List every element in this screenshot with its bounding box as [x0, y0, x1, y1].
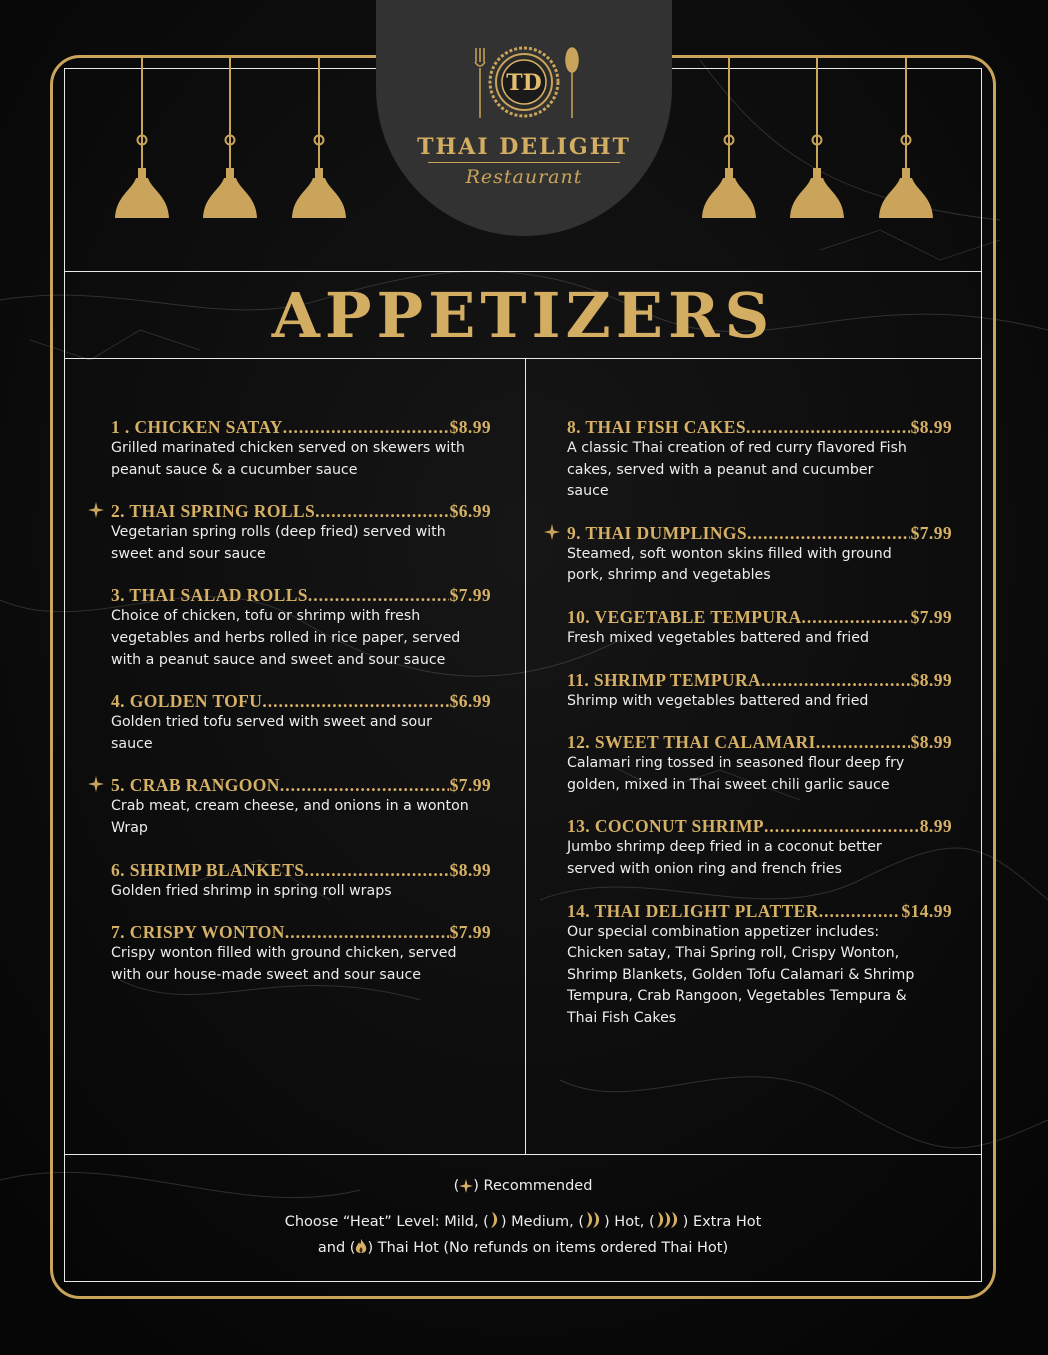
- menu-item: [567, 731, 952, 796]
- menu-item: [567, 606, 952, 650]
- menu-item-description: [111, 438, 491, 481]
- menu-item-description: [111, 606, 491, 671]
- description-line: Steamed, soft wonton skins filled with ground: [567, 545, 892, 562]
- recommended-star-icon: [544, 524, 560, 540]
- menu-item-header: [111, 416, 491, 438]
- description-line: Calamari ring tossed in seasoned flour deep fry: [567, 755, 905, 772]
- menu-item-description: [111, 712, 491, 755]
- menu-item-name: 7. CRISPY WONTON: [111, 922, 285, 943]
- description-line: A classic Thai creation of red curry flavored Fish: [567, 440, 907, 456]
- flame-icon: [355, 1239, 367, 1255]
- description-line: Grilled marinated chicken served on skewers with: [111, 440, 465, 456]
- menu-item-description: [567, 628, 952, 650]
- description-line: served with onion ring and french fries: [567, 860, 842, 877]
- menu-item-description: [567, 837, 952, 880]
- section-title: APPETIZERS: [271, 279, 775, 352]
- menu-item-header: [567, 669, 952, 691]
- menu-item-header: [567, 416, 952, 438]
- description-line: Tempura, Crab Rangoon, Vegetables Tempura &: [567, 988, 907, 1005]
- legend-thai-hot: and ( ) Thai Hot (No refunds on items ordered Thai Hot): [317, 1240, 729, 1256]
- menu-item-header: [111, 921, 491, 943]
- menu-item-header: [567, 731, 952, 753]
- description-line: Crispy wonton filled with ground chicken, served: [111, 945, 457, 962]
- menu-item-name: 10. VEGETABLE TEMPURA: [567, 606, 802, 627]
- description-line: peanut sauce & a cucumber sauce: [111, 461, 358, 478]
- menu-item-header: [567, 606, 952, 628]
- menu-item-header: [111, 690, 491, 712]
- menu-item-price: $8.99: [910, 669, 952, 690]
- description-line: golden, mixed in Thai sweet chili garlic sauce: [567, 776, 890, 793]
- menu-column-left: [111, 416, 491, 1005]
- description-line: Vegetarian spring rolls (deep fried) served with: [111, 524, 446, 541]
- description-line: Golden fried shrimp in spring roll wraps: [111, 882, 392, 899]
- menu-item: [567, 522, 952, 587]
- menu-item: [111, 921, 491, 986]
- menu-item-name: 2. THAI SPRING ROLLS: [111, 501, 316, 522]
- menu-item-price: $14.99: [901, 900, 952, 921]
- menu-item-header: [111, 584, 491, 606]
- hot-label: Hot,: [614, 1214, 645, 1230]
- chili-hot-icon: [655, 1211, 683, 1229]
- menu-item: [567, 416, 952, 503]
- menu-item-header: [567, 522, 952, 544]
- menu-item-price: $8.99: [449, 859, 491, 880]
- menu-item-header: [111, 859, 491, 881]
- description-line: with our house-made sweet and sour sauce: [111, 966, 422, 983]
- menu-item: [111, 859, 491, 903]
- medium-label: Medium,: [511, 1214, 574, 1230]
- menu-item-description: [567, 753, 952, 796]
- description-line: cakes, served with a peanut and cucumber: [567, 461, 874, 478]
- menu-item-price: $8.99: [910, 732, 952, 753]
- dot-leader: [747, 522, 910, 544]
- restaurant-logo-emblem: [466, 40, 582, 126]
- menu-item-header: [567, 815, 952, 837]
- menu-item-name: 1 . CHICKEN SATAY: [111, 417, 283, 437]
- menu-item-description: [567, 438, 952, 503]
- menu-item-name: 14. THAI DELIGHT PLATTER: [567, 900, 819, 921]
- description-line: Golden tried tofu served with sweet and sour: [111, 714, 432, 731]
- menu-item: [111, 584, 491, 671]
- dot-leader: [280, 774, 449, 796]
- description-line: Jumbo shrimp deep fried in a coconut better: [567, 839, 882, 856]
- dot-leader: [816, 731, 910, 753]
- menu-item-price: $7.99: [910, 522, 952, 543]
- title-divider: [64, 358, 982, 359]
- description-line: with a peanut sauce and sweet and sour sauce: [111, 651, 446, 668]
- menu-item-name: 11. SHRIMP TEMPURA: [567, 669, 762, 690]
- description-line: Thai Fish Cakes: [567, 1009, 677, 1026]
- menu-item-price: $7.99: [449, 775, 491, 796]
- brand-name: THAI DELIGHT: [417, 134, 631, 160]
- menu-item: [567, 900, 952, 1030]
- menu-item-header: [111, 774, 491, 796]
- footer-divider: [64, 1154, 982, 1155]
- menu-item-description: [111, 881, 491, 903]
- description-line: Crab meat, cream cheese, and onions in a wonton: [111, 798, 469, 815]
- description-line: vegetables and herbs rolled in rice paper, served: [111, 629, 461, 646]
- menu-item: [567, 815, 952, 880]
- description-line: sweet and sour sauce: [111, 545, 266, 562]
- description-line: sauce: [111, 735, 153, 752]
- menu-item-price: $7.99: [449, 922, 491, 943]
- description-line: Fresh mixed vegetables battered and fried: [567, 629, 869, 646]
- dot-leader: [315, 500, 449, 522]
- description-line: Chicken satay, Thai Spring roll, Crispy Wonton,: [567, 945, 900, 962]
- menu-item-header: [111, 500, 491, 522]
- recommended-star-icon: [88, 502, 104, 518]
- menu-item-name: 4. GOLDEN TOFU: [111, 691, 263, 712]
- menu-item-price: $8.99: [910, 417, 952, 437]
- description-line: sauce: [567, 483, 609, 500]
- recommended-label: Recommended: [483, 1178, 593, 1194]
- menu-item-name: 5. CRAB RANGOON: [111, 775, 280, 796]
- menu-item: [111, 774, 491, 839]
- thai-hot-label: Thai Hot (No refunds on items ordered Thai Hot): [377, 1240, 729, 1256]
- dot-leader: [761, 669, 910, 691]
- description-line: pork, shrimp and vegetables: [567, 567, 771, 584]
- star-icon: [459, 1179, 473, 1193]
- header-divider: [64, 271, 982, 272]
- and-label: and: [317, 1240, 346, 1256]
- brand-subtitle: Restaurant: [465, 166, 583, 188]
- menu-item: [111, 416, 491, 481]
- description-line: Shrimp with vegetables battered and fried: [567, 692, 869, 709]
- extra-hot-label: Extra Hot: [692, 1214, 762, 1230]
- menu-item-description: [111, 943, 491, 986]
- menu-column-right: [567, 416, 952, 1049]
- description-line: Wrap: [111, 819, 148, 836]
- menu-item-price: $6.99: [449, 501, 491, 522]
- dot-leader: [746, 416, 910, 438]
- menu-item-name: 9. THAI DUMPLINGS: [567, 522, 748, 543]
- heat-prefix: Choose “Heat” Level: Mild,: [284, 1214, 479, 1230]
- description-line: Choice of chicken, tofu or shrimp with fresh: [111, 608, 421, 625]
- menu-item-description: [567, 691, 952, 713]
- legend-recommended: ( ) Recommended: [453, 1178, 593, 1194]
- menu-item-description: [111, 796, 491, 839]
- dot-leader: [801, 606, 909, 628]
- menu-item: [111, 500, 491, 565]
- menu-item-description: [567, 544, 952, 587]
- logo-initials: TD: [506, 70, 542, 96]
- brand-underline: [428, 162, 620, 163]
- recommended-star-icon: [88, 776, 104, 792]
- menu-item-name: 13. COCONUT SHRIMP: [567, 816, 764, 837]
- menu-item-price: $7.99: [449, 585, 491, 606]
- dot-leader: [283, 416, 449, 438]
- dot-leader: [764, 815, 919, 837]
- menu-item-price: 8.99: [919, 816, 952, 837]
- menu-item-name: 6. SHRIMP BLANKETS: [111, 859, 305, 880]
- column-divider: [525, 359, 526, 1154]
- menu-item: [567, 669, 952, 713]
- description-line: Shrimp Blankets, Golden Tofu Calamari & Shrimp: [567, 966, 915, 983]
- menu-item-price: $7.99: [910, 606, 952, 627]
- menu-item-price: $8.99: [449, 417, 491, 437]
- menu-item-header: [567, 900, 952, 922]
- menu-item-name: 8. THAI FISH CAKES: [567, 417, 747, 437]
- chili-medium-icon: [584, 1211, 604, 1229]
- menu-item-name: 3. THAI SALAD ROLLS: [111, 585, 308, 606]
- menu-item-name: 12. SWEET THAI CALAMARI: [567, 732, 816, 753]
- menu-item-price: $6.99: [449, 691, 491, 712]
- menu-item-description: [567, 922, 952, 1030]
- dot-leader: [308, 584, 449, 606]
- dot-leader: [304, 859, 448, 881]
- dot-leader: [819, 900, 901, 922]
- description-line: Our special combination appetizer includes:: [567, 923, 880, 940]
- menu-item: [111, 690, 491, 755]
- menu-item-description: [111, 522, 491, 565]
- legend-heat-levels: Choose “Heat” Level: Mild, ( ) Medium, ( ) Hot, ( ) Extra Hot: [64, 1211, 982, 1230]
- chili-mild-icon: [489, 1211, 501, 1229]
- dot-leader: [285, 921, 449, 943]
- dot-leader: [262, 690, 448, 712]
